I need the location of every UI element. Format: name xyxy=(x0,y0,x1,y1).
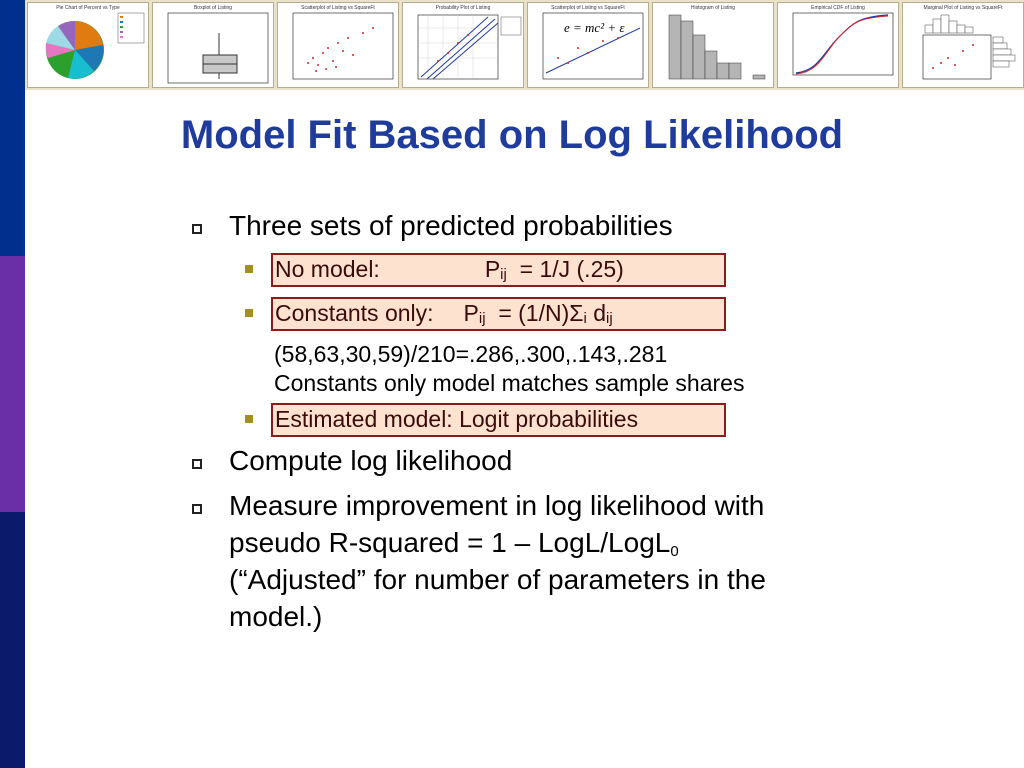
bullet-three-sets: Three sets of predicted probabilities xyxy=(229,210,673,241)
side-bar-navy xyxy=(0,512,25,768)
p-subscript: ij xyxy=(478,310,486,327)
sigma-subscript: i xyxy=(583,310,587,327)
boxplot-thumbnail xyxy=(152,2,274,88)
thumbnail-title: Empirical CDF of Listing xyxy=(811,5,865,11)
cdf-thumbnail xyxy=(777,2,899,88)
d-subscript: ij xyxy=(606,310,613,327)
sample-shares-values: (58,63,30,59)/210=.286,.300,.143,.281 xyxy=(274,341,668,367)
no-model-line xyxy=(275,256,624,283)
scatterplot-thumbnail xyxy=(277,2,399,88)
scatter-equation-thumbnail xyxy=(527,2,649,88)
thumbnail-strip xyxy=(25,0,1024,90)
no-model-formula: = 1/J (.25) xyxy=(519,256,624,282)
slide-title: Model Fit Based on Log Likelihood xyxy=(180,113,844,157)
constants-formula: = (1/N) xyxy=(498,300,570,326)
thumbnail-title: Scatterplot of Listing vs SquareFt xyxy=(551,5,625,11)
constants-only-label: Constants only: xyxy=(275,300,434,326)
probability-plot-icon xyxy=(403,3,525,89)
histogram-icon xyxy=(653,3,775,89)
no-model-label: No model: xyxy=(275,256,380,282)
thumbnail-title: Probability Plot of Listing xyxy=(435,5,491,11)
thumbnail-title: Scatterplot of Listing vs SquareFt xyxy=(301,5,375,11)
square-bullet-icon xyxy=(245,309,253,317)
p-symbol: P xyxy=(484,256,501,282)
pseudo-r-squared-text: pseudo R-squared = 1 – LogL/LogL xyxy=(229,527,671,558)
pie-chart-icon xyxy=(28,3,150,89)
histogram-thumbnail xyxy=(652,2,774,88)
square-bullet-icon xyxy=(245,415,253,423)
bullet-measure-line4: model.) xyxy=(229,601,323,632)
p-symbol: P xyxy=(463,300,479,326)
sigma-symbol: Σ xyxy=(569,300,584,326)
bullet-measure-line1: Measure improvement in log likelihood with xyxy=(229,490,765,521)
probability-plot-thumbnail xyxy=(402,2,524,88)
p-subscript: ij xyxy=(500,266,507,283)
bullet-measure-line2 xyxy=(229,527,679,560)
marginal-plot-thumbnail xyxy=(902,2,1024,88)
marginal-plot-icon xyxy=(903,3,1024,89)
scatterplot-icon xyxy=(278,3,400,89)
hollow-square-bullet-icon xyxy=(192,504,202,514)
square-bullet-icon xyxy=(245,265,253,273)
hollow-square-bullet-icon xyxy=(192,224,202,234)
thumbnail-title: Boxplot of Listing xyxy=(193,5,233,11)
constants-only-line xyxy=(275,300,613,327)
estimated-model-line: Estimated model: Logit probabilities xyxy=(275,406,639,432)
scatter-equation-icon xyxy=(528,3,650,89)
bullet-compute-log-likelihood: Compute log likelihood xyxy=(229,445,513,476)
hollow-square-bullet-icon xyxy=(192,459,202,469)
svg-text:e = mc² + ε: e = mc² + ε xyxy=(564,20,625,35)
side-bar-purple xyxy=(0,256,25,512)
thumbnail-title: Marginal Plot of Listing vs SquareFt xyxy=(923,5,1003,11)
bullet-measure-line3: (“Adjusted” for number of parameters in the xyxy=(229,564,766,595)
thumbnail-title: Pie Chart of Percent vs Type xyxy=(56,5,120,11)
logl-subscript: 0 xyxy=(670,543,679,560)
thumbnail-title: Histogram of Listing xyxy=(690,5,736,11)
boxplot-icon xyxy=(153,3,275,89)
sample-shares-note: Constants only model matches sample shares xyxy=(274,370,745,396)
d-symbol: d xyxy=(593,300,607,326)
pie-chart-thumbnail xyxy=(27,2,149,88)
cdf-icon xyxy=(778,3,900,89)
